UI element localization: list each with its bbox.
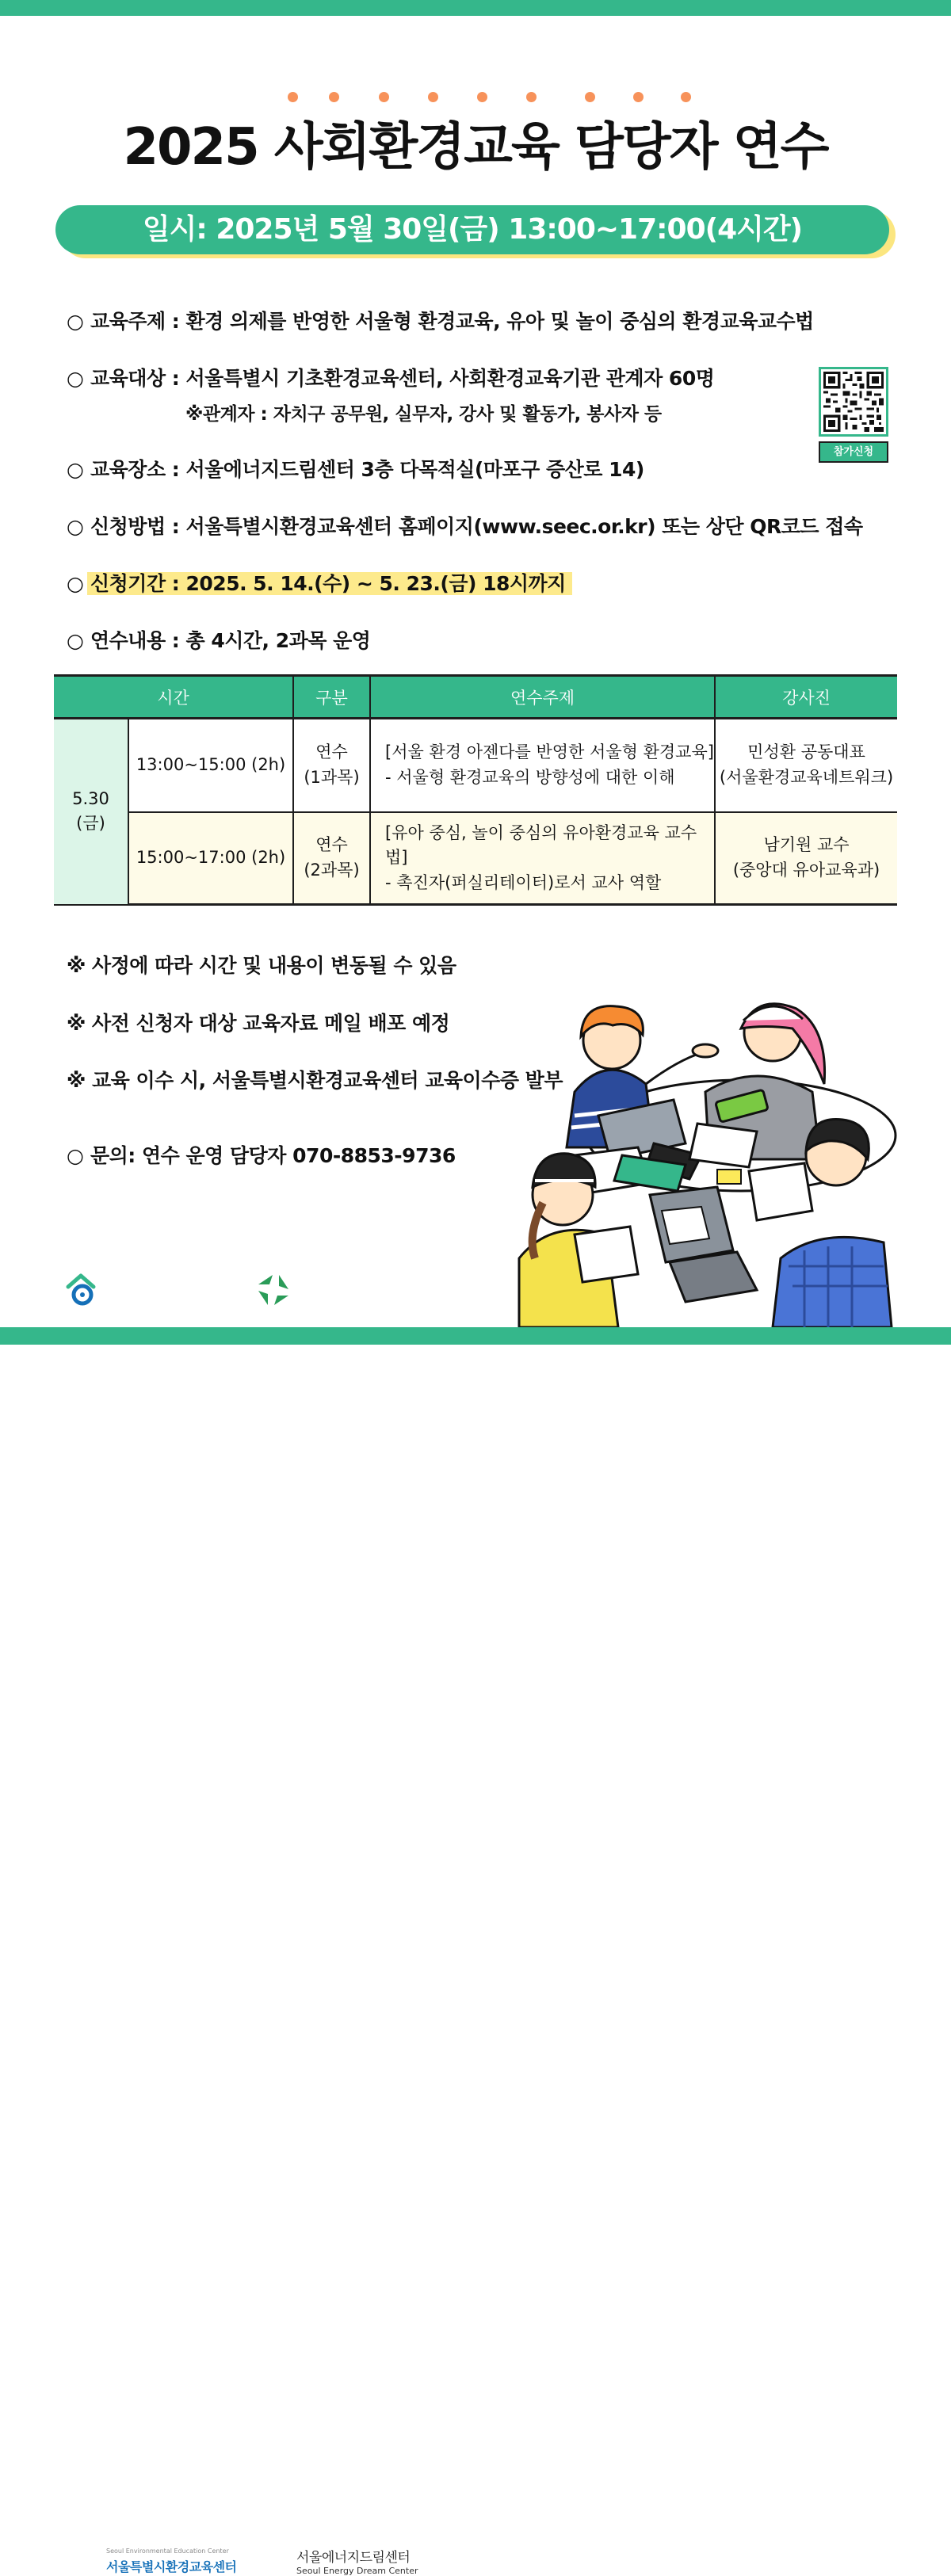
header-type: 구분 [293,676,370,719]
info-method: ○ 신청방법 : 서울특별시환경교육센터 홈페이지(www.seec.or.kr) 또는 상단 QR코드 접속 [67,515,863,538]
qr-signup-label[interactable]: 참가신청 [819,441,888,463]
dot-icon [379,92,389,102]
page-title: 2025 사회환경교육 담당자 연수 [123,118,828,177]
header-time: 시간 [54,676,293,719]
dot-icon [288,92,298,102]
note-certificate: ※ 교육 이수 시, 서울특별시환경교육센터 교육이수증 발부 [67,1069,563,1092]
date-banner: 일시: 2025년 5월 30일(금) 13:00~17:00(4시간) [55,205,889,254]
hollow-circle-icon: ○ [67,1144,84,1167]
info-period: ○ 신청기간 : 2025. 5. 14.(수) ~ 5. 23.(금) 18시까지 [67,568,572,597]
qr-code-icon[interactable] [819,367,888,437]
type-cell: 연수 (2과목) [293,812,370,905]
type-cell: 연수 (1과목) [293,719,370,812]
dot-icon [633,92,644,102]
energy-dream-center-logo: 서울에너지드림센터 Seoul Energy Dream Center [257,1271,431,1309]
table-row [54,812,897,905]
dot-icon [681,92,691,102]
dot-icon [477,92,487,102]
hollow-circle-icon: ○ [67,367,84,390]
time-cell: 13:00~15:00 (2h) [128,719,293,812]
topic-cell: [유아 중심, 놀이 중심의 유아환경교육 교수법] - 촉진자(퍼실리테이터)로서 교사 역할 [370,812,715,905]
info-target: ○ 교육대상 : 서울특별시 기초환경교육센터, 사회환경교육기관 관계자 60명 ※관계자 : 자치구 공무원, 실무자, 강사 및 활동가, 봉사자 등 [67,367,715,425]
date-cell: 5.30 (금) [54,719,128,905]
hollow-circle-icon: ○ [67,515,84,538]
lecturer-cell: 민성환 공동대표 (서울환경교육네트워크) [715,719,897,812]
info-place: ○ 교육장소 : 서울에너지드림센터 3층 다목적실(마포구 증산로 14) [67,458,644,481]
dot-icon [585,92,595,102]
info-target-note: ※관계자 : 자치구 공무원, 실무자, 강사 및 활동가, 봉사자 등 [185,404,662,425]
dot-icon [329,92,339,102]
seec-logo: Seoul Environmental Education Center 서울특별시환경교육센터 [65,1271,239,1309]
hollow-circle-icon: ○ [67,310,84,333]
note-change: ※ 사정에 따라 시간 및 내용이 변동될 수 있음 [67,954,456,977]
table-header-row [54,676,897,719]
table-row [54,719,897,812]
time-cell: 15:00~17:00 (2h) [128,812,293,905]
seec-logo-icon [65,1273,103,1307]
hollow-circle-icon: ○ [67,458,84,481]
dot-icon [526,92,537,102]
dot-icon [428,92,438,102]
note-materials: ※ 사전 신청자 대상 교육자료 메일 배포 예정 [67,1012,450,1035]
hollow-circle-icon: ○ [67,629,84,652]
header-lecturer: 강사진 [715,676,897,719]
lecturer-cell: 남기원 교수 (중앙대 유아교육과) [715,812,897,905]
header-topic: 연수주제 [370,676,715,719]
bottom-band [0,1327,951,1345]
info-topic: ○ 교육주제 : 환경 의제를 반영한 서울형 환경교육, 유아 및 놀이 중심의 환경교육교수법 [67,310,814,333]
contact-info: ○ 문의: 연수 운영 담당자 070-8853-9736 [67,1144,456,1167]
topic-cell: [서울 환경 아젠다를 반영한 서울형 환경교육] - 서울형 환경교육의 방향성에 대한 이해 [370,719,715,812]
students-studying-illustration [519,997,951,1327]
info-content: ○ 연수내용 : 총 4시간, 2과목 운영 [67,629,371,652]
decorative-dots [0,92,951,103]
schedule-table [54,674,897,906]
energy-dream-center-logo-icon [257,1273,290,1307]
hollow-circle-icon: ○ [67,572,84,595]
top-band [0,0,951,16]
